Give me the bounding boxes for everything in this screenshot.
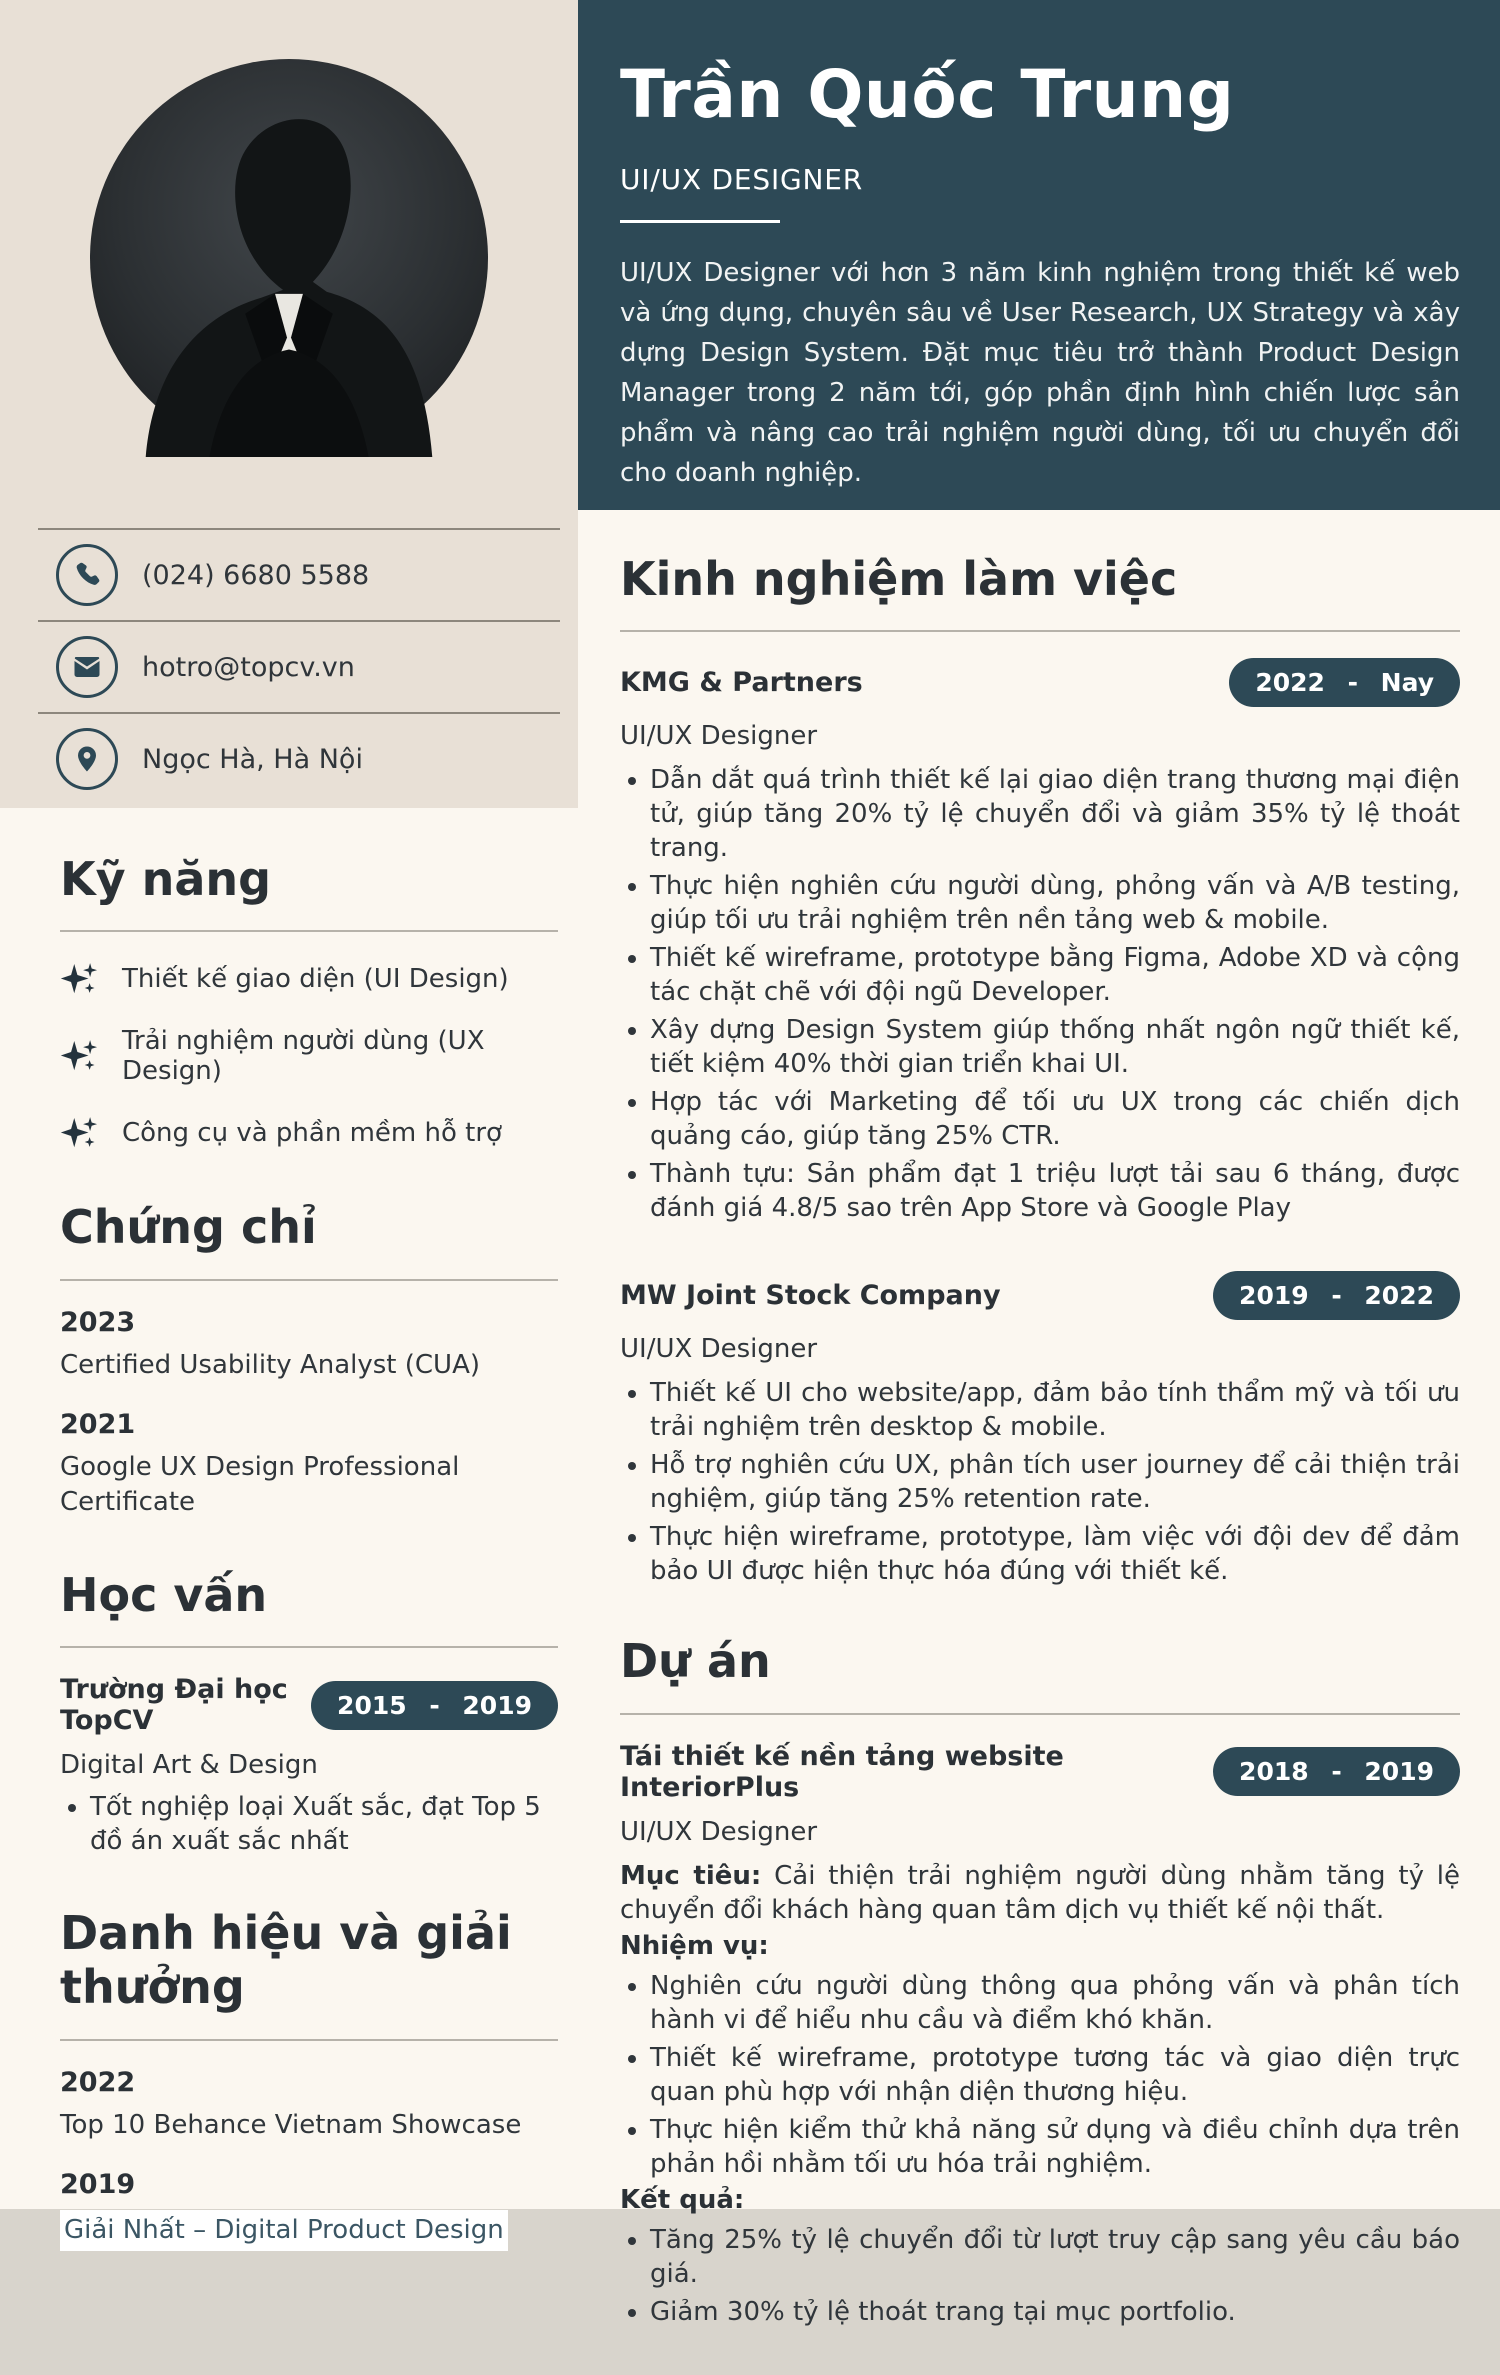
- location-text: Ngọc Hà, Hà Nội: [142, 743, 363, 775]
- objective-text: Cải thiện trải nghiệm người dùng nhằm tăng tỷ lệ chuyển đổi khách hàng quan tâm dịch vụ thiết kế nội thất.: [620, 1860, 1461, 1925]
- education-entry-head: [60, 1674, 558, 1736]
- section-divider: [60, 2039, 558, 2041]
- section-awards: [60, 1906, 558, 2251]
- sparkles-icon: [60, 1114, 98, 1152]
- section-experience: [620, 552, 1460, 1588]
- certificate-name: Google UX Design Professional Certificate: [60, 1451, 460, 1517]
- profile-photo: [90, 59, 488, 457]
- certificate-year: 2021: [60, 1408, 136, 1440]
- education-bullet-list: [60, 1790, 558, 1858]
- section-skills: [60, 852, 558, 1152]
- experience-bullet: • Thiết kế wireframe, prototype bằng Figma, Adobe XD và cộng tác chặt chẽ với đội ngũ Developer.: [650, 941, 1460, 1009]
- section-divider: [60, 930, 558, 932]
- certificate-item: [60, 1409, 558, 1520]
- certificates-title: Chứng chỉ: [60, 1200, 317, 1255]
- project-role: UI/UX Designer: [620, 1816, 818, 1847]
- experience-entry-head: [620, 1271, 1460, 1320]
- education-title: Học vấn: [60, 1567, 268, 1622]
- main-body: [578, 510, 1500, 2375]
- section-divider: [60, 1646, 558, 1648]
- skill-item: [60, 1114, 558, 1152]
- section-divider: [620, 630, 1460, 632]
- award-year: 2019: [60, 2168, 136, 2200]
- awards-title: Danh hiệu và giải thưởng: [60, 1906, 512, 2015]
- project-task: • Thiết kế wireframe, prototype tương tác và giao diện trực quan phù hợp với nhận diện thương hiệu.: [650, 2041, 1460, 2109]
- experience-entry-head: [620, 658, 1460, 707]
- experience-bullet: • Thành tựu: Sản phẩm đạt 1 triệu lượt tải sau 6 tháng, được đánh giá 4.8/5 sao trên App Store và Google Play: [650, 1157, 1460, 1225]
- project-entry-head: [620, 1741, 1460, 1803]
- experience-bullet: • Thiết kế UI cho website/app, đảm bảo tính thẩm mỹ và tối ưu trải nghiệm trên desktop & mobile.: [650, 1376, 1460, 1444]
- contact-list: [38, 528, 560, 804]
- project-task: • Thực hiện kiểm thử khả năng sử dụng và điều chỉnh dựa trên phản hồi nhằm tối ưu hóa trải nghiệm.: [650, 2113, 1460, 2181]
- sparkles-icon: [60, 960, 98, 998]
- candidate-name: Trần Quốc Trung: [620, 56, 1235, 133]
- award-item: [60, 2169, 558, 2251]
- objective-label: Mục tiêu:: [620, 1860, 762, 1891]
- experience-bullet-list: [620, 1376, 1460, 1588]
- main-column: [578, 0, 1500, 2327]
- experience-period-badge: 2022 - Nay: [1229, 658, 1460, 707]
- skill-label: Thiết kế giao diện (UI Design): [122, 964, 509, 995]
- contact-email-row: [38, 620, 560, 712]
- education-period-badge: 2015 - 2019: [311, 1681, 558, 1730]
- header-banner: [578, 0, 1500, 510]
- school-name: Trường Đại học TopCV: [60, 1674, 288, 1737]
- sparkles-icon: [60, 1037, 98, 1075]
- profile-summary: UI/UX Designer với hơn 3 năm kinh nghiệm trong thiết kế web và ứng dụng, chuyên sâu về User Research, UX Strategy và xây dựng Design System. Đặt mục tiêu trở thành Product Design Manager trong 2 năm tới, góp phần định hình chiến lược sản phẩm và nâng cao trải nghiệm người dùng, tối ưu chuyển đổi cho doanh nghiệp.: [620, 258, 1460, 488]
- skill-item: [60, 960, 558, 998]
- experience-period-badge: 2019 - 2022: [1213, 1271, 1460, 1320]
- sidebar-top-panel: [0, 0, 578, 808]
- header-divider: [620, 220, 780, 223]
- project-result-list: [620, 2223, 1460, 2329]
- project-entry: [620, 1741, 1460, 2329]
- award-name: Top 10 Behance Vietnam Showcase: [60, 2109, 522, 2140]
- education-major: Digital Art & Design: [60, 1750, 318, 1781]
- contact-location-row: [38, 712, 560, 804]
- skills-title: Kỹ năng: [60, 852, 272, 906]
- project-task-list: [620, 1969, 1460, 2181]
- skill-label: Trải nghiệm người dùng (UX Design): [122, 1026, 485, 1087]
- experience-title: Kinh nghiệm làm việc: [620, 552, 1178, 606]
- project-result: • Tăng 25% tỷ lệ chuyển đổi từ lượt truy cập sang yêu cầu báo giá.: [650, 2223, 1460, 2291]
- section-projects: [620, 1634, 1460, 2328]
- project-name: Tái thiết kế nền tảng website InteriorPlus: [620, 1740, 1064, 1803]
- project-period-badge: 2018 - 2019: [1213, 1747, 1460, 1796]
- project-objective: [620, 1859, 1460, 1927]
- project-task: • Nghiên cứu người dùng thông qua phỏng vấn và phân tích hành vi để hiểu nhu cầu và điểm khó khăn.: [650, 1969, 1460, 2037]
- contact-phone-row: [38, 528, 560, 620]
- phone-number: (024) 6680 5588: [142, 559, 370, 591]
- company-name: KMG & Partners: [620, 667, 863, 699]
- candidate-title: UI/UX DESIGNER: [620, 163, 864, 196]
- section-certificates: [60, 1200, 558, 1520]
- experience-bullet: • Hợp tác với Marketing để tối ưu UX trong các chiến dịch quảng cáo, giúp tăng 25% CTR.: [650, 1085, 1460, 1153]
- person-portrait-illustration: [90, 59, 488, 457]
- sidebar-body: [0, 808, 578, 2299]
- experience-entry: [620, 658, 1460, 1225]
- experience-bullet: • Hỗ trợ nghiên cứu UX, phân tích user journey để cải thiện trải nghiệm, giúp tăng 25% retention rate.: [650, 1448, 1460, 1516]
- experience-bullet: • Thực hiện nghiên cứu người dùng, phỏng vấn và A/B testing, giúp tối ưu trải nghiệm trên nền tảng web & mobile.: [650, 869, 1460, 937]
- section-education: [60, 1568, 558, 1858]
- award-name-highlighted: Giải Nhất – Digital Product Design: [60, 2210, 508, 2251]
- sidebar: [0, 0, 578, 2245]
- tasks-label: Nhiệm vụ:: [620, 1930, 769, 1961]
- job-role: UI/UX Designer: [620, 721, 818, 752]
- section-divider: [620, 1713, 1460, 1715]
- job-role: UI/UX Designer: [620, 1334, 818, 1365]
- results-label: Kết quả:: [620, 2184, 745, 2215]
- experience-bullet: • Xây dựng Design System giúp thống nhất ngôn ngữ thiết kế, tiết kiệm 40% thời gian triển khai UI.: [650, 1013, 1460, 1081]
- projects-title: Dự án: [620, 1634, 771, 1689]
- education-bullet: • Tốt nghiệp loại Xuất sắc, đạt Top 5 đồ án xuất sắc nhất: [90, 1790, 558, 1858]
- certificate-name: Certified Usability Analyst (CUA): [60, 1349, 480, 1380]
- experience-bullet-list: [620, 763, 1460, 1225]
- email-address: hotro@topcv.vn: [142, 651, 355, 683]
- skill-label: Công cụ và phần mềm hỗ trợ: [122, 1118, 502, 1149]
- section-divider: [60, 1279, 558, 1281]
- skill-item: [60, 1026, 558, 1086]
- location-pin-icon: [56, 728, 118, 790]
- experience-bullet: • Dẫn dắt quá trình thiết kế lại giao diện trang thương mại điện tử, giúp tăng 20% tỷ lệ chuyển đổi và giảm 35% tỷ lệ thoát trang.: [650, 763, 1460, 865]
- experience-entry: [620, 1271, 1460, 1588]
- phone-icon: [56, 544, 118, 606]
- project-result: • Giảm 30% tỷ lệ thoát trang tại mục portfolio.: [650, 2295, 1460, 2329]
- award-year: 2022: [60, 2066, 136, 2098]
- award-item: [60, 2067, 558, 2143]
- envelope-icon: [56, 636, 118, 698]
- certificate-item: [60, 1307, 558, 1383]
- company-name: MW Joint Stock Company: [620, 1280, 1001, 1312]
- experience-bullet: • Thực hiện wireframe, prototype, làm việc với đội dev để đảm bảo UI được hiện thực hóa đúng với thiết kế.: [650, 1520, 1460, 1588]
- certificate-year: 2023: [60, 1306, 136, 1338]
